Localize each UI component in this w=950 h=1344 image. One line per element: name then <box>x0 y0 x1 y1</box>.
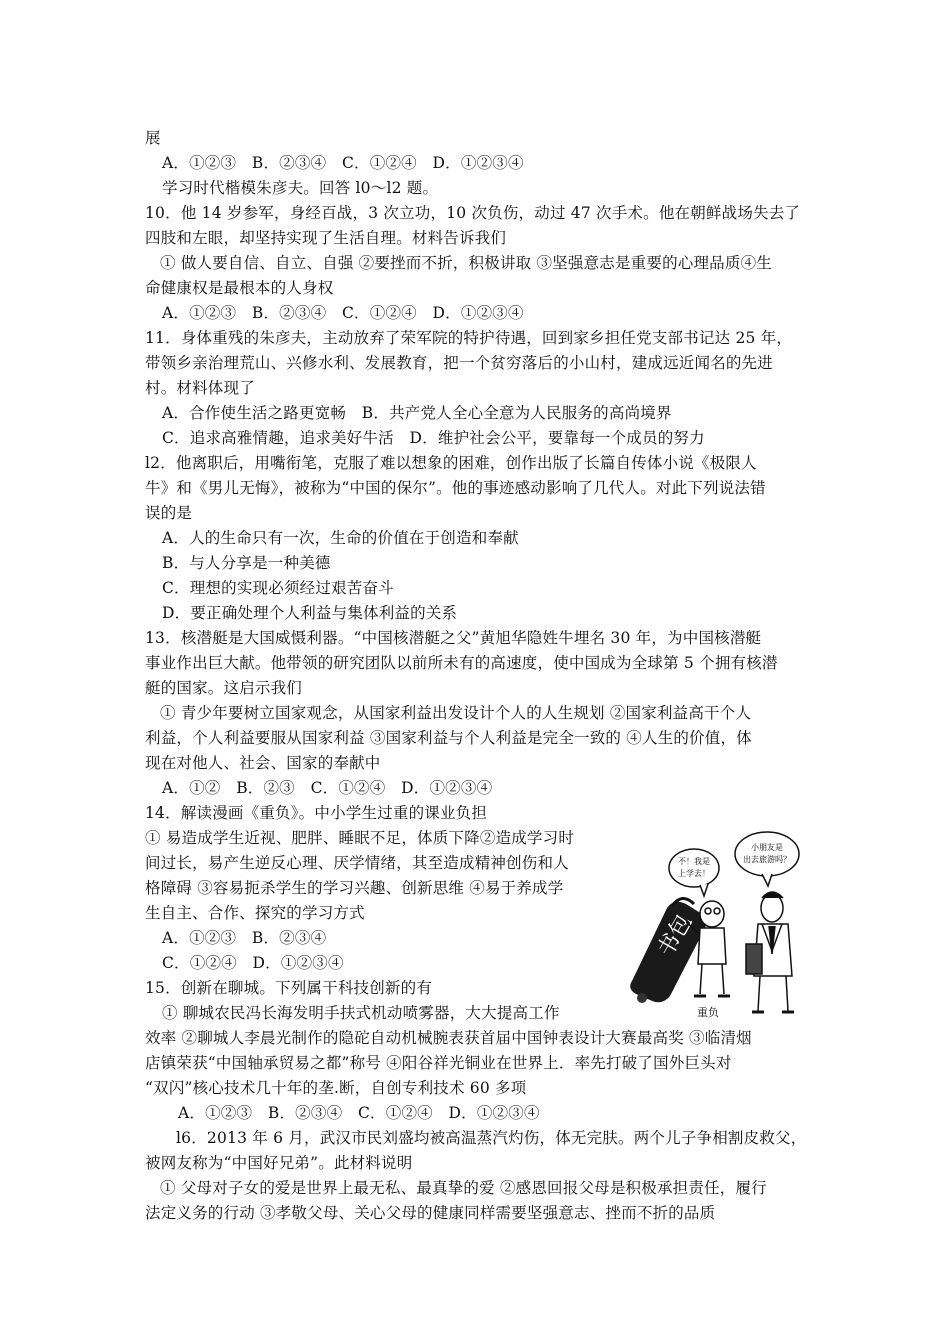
answer-options: A．①②③ B．②③④ <box>162 929 327 947</box>
answer-option-c: C．理想的实现必须经过艰苦奋斗 <box>162 579 394 597</box>
text-line: 展 <box>145 129 161 147</box>
text-line: 间过长，易产生逆反心理、厌学情绪，其至造成精神创伤和人 <box>145 854 569 872</box>
answer-options: A．①②③ B．②③④ C．①②④ D．①②③④ <box>178 1104 540 1122</box>
text-line: 命健康权是最根本的人身权 <box>145 279 334 297</box>
text-line: 艇的国家。这启示我们 <box>145 679 303 697</box>
bubble-adult-line-2: 出去旅游吗？ <box>743 855 791 864</box>
answer-options: A．①② B．②③ C．①②④ D．①②③④ <box>162 779 493 797</box>
answer-options: A．①②③ B．②③④ C．①②④ D．①②③④ <box>162 304 524 322</box>
text-line: 生自主、合作、探究的学习方式 <box>145 904 365 922</box>
text-line: “双闪”核心技术几十年的垄.断，自创专利技术 60 多项 <box>145 1079 527 1097</box>
statements: ① 易造成学生近视、肥胖、睡眠不足，体质下降②造成学习时 <box>145 829 575 847</box>
cartoon-heavy-burden <box>612 826 812 1026</box>
text-line: 现在对他人、社会、国家的奉献中 <box>145 754 381 772</box>
text-line: 带领乡亲治理荒山、兴修水利、发展教育，把一个贫穷落后的小山村，建成远近闻名的先进 <box>145 354 774 372</box>
text-line: 店镇荣获“中国轴承贸易之都”称号 ④阳谷祥光铜业在世界上．率先打破了国外巨头对 <box>145 1054 732 1072</box>
text-line: 四肢和左眼，却坚持实现了生活自理。材料告诉我们 <box>145 229 507 247</box>
bubble-child-line-2: 上学去！ <box>678 869 710 878</box>
bubble-adult-line-1: 小朋友是 <box>751 843 783 852</box>
statements: ① 做人要自信、自立、自强 ②要挫而不折，积极讲取 ③坚强意志是重要的心理品质④生 <box>160 254 772 272</box>
text-line: 利益，个人利益要服从国家利益 ③国家利益与个人利益是完全一致的 ④人生的价值，体 <box>145 729 752 747</box>
statements: ① 父母对子女的爱是世界上最无私、最真挚的爱 ②感恩回报父母是积极承担责任，履行 <box>160 1179 767 1197</box>
text-line: 牛》和《男儿无悔》，被称为“中国的保尔”。他的事迹感动影响了几代人。对此下列说法错 <box>145 479 766 497</box>
answer-options: A．合作使生活之路更宽畅 B．共产党人全心全意为人民服务的高尚境界 <box>162 404 672 422</box>
question-15: 15．创新在聊城。下列属干科技创新的有 <box>145 979 433 997</box>
text-line: 误的是 <box>145 504 193 522</box>
text-line: 格障碍 ③容易扼杀学生的学习兴趣、创新思维 ④易于养成学 <box>145 879 564 897</box>
bag-label: 书包 <box>653 910 698 961</box>
question-14: 14．解读漫画《重负》。中小学生过重的课业负担 <box>145 804 488 822</box>
question-16: l6．2013 年 6 月，武汉市民刘盛均被高温蒸汽灼伤，体无完肤。两个儿子争相割皮救父， <box>176 1129 807 1147</box>
text-line: 村。材料体现了 <box>145 379 255 397</box>
answer-option-d: D．要正确处理个人利益与集体利益的关系 <box>162 604 458 622</box>
section-intro: 学习时代楷模朱彦夫。回答 l0～l2 题。 <box>162 179 439 197</box>
question-11: 11．身体重残的朱彦夫，主动放弃了荣军院的特护待遇，回到家乡担任党支部书记达 25 年， <box>145 329 793 347</box>
text-line: 效率 ②聊城人李晨光制作的隐砣自动机械腕表获首届中国钟表设计大赛最高奖 ③临清烟 <box>145 1029 752 1047</box>
text-line: 事业作出巨大献。他带领的研究团队以前所未有的高速度，使中国成为全球第 5 个拥有核潜 <box>145 654 778 672</box>
text-line: 被网友称为“中国好兄弟”。此材料说明 <box>145 1154 413 1172</box>
answer-option-a: A．人的生命只有一次，生命的价值在于创造和奉献 <box>162 529 519 547</box>
bubble-child-line-1: 不！我是 <box>678 857 710 866</box>
schoolbag-illustration <box>630 898 706 1003</box>
adult-figure <box>746 892 794 1012</box>
statements: ① 青少年要树立国家观念，从国家利益出发设计个人的人生规划 ②国家利益高干个人 <box>160 704 752 722</box>
speech-bubble-adult <box>735 832 799 886</box>
question-13: 13．核潜艇是大国威慑利器。“中国核潜艇之父”黄旭华隐姓牛埋名 30 年，为中国核潜艇 <box>145 629 762 647</box>
answer-options: A．①②③ B．②③④ C．①②④ D．①②③④ <box>162 154 524 172</box>
answer-options: C．①②④ D．①②③④ <box>162 954 344 972</box>
question-10: 10．他 14 岁参军，身经百战，3 次立功，10 次负伤，动过 47 次手术。他在朝鲜战场失去了 <box>145 204 801 222</box>
question-12: l2．他离职后，用嘴衔笔，克服了难以想象的困难，创作出版了长篇自传体小说《极限人 <box>145 454 757 472</box>
cartoon-caption: 重负 <box>697 1006 719 1019</box>
statements: ① 聊城农民冯长海发明手扶式机动喷雾器，大大提高工作 <box>162 1004 560 1022</box>
answer-options: C．追求高雅情趣，追求美好牛活 D．维护社会公平，要靠每一个成员的努力 <box>162 429 705 447</box>
answer-option-b: B．与人分享是一种美德 <box>162 554 331 572</box>
text-line: 法定义务的行动 ③孝敬父母、关心父母的健康同样需要坚强意志、挫而不折的品质 <box>145 1204 716 1222</box>
speech-bubble-child <box>669 849 719 896</box>
